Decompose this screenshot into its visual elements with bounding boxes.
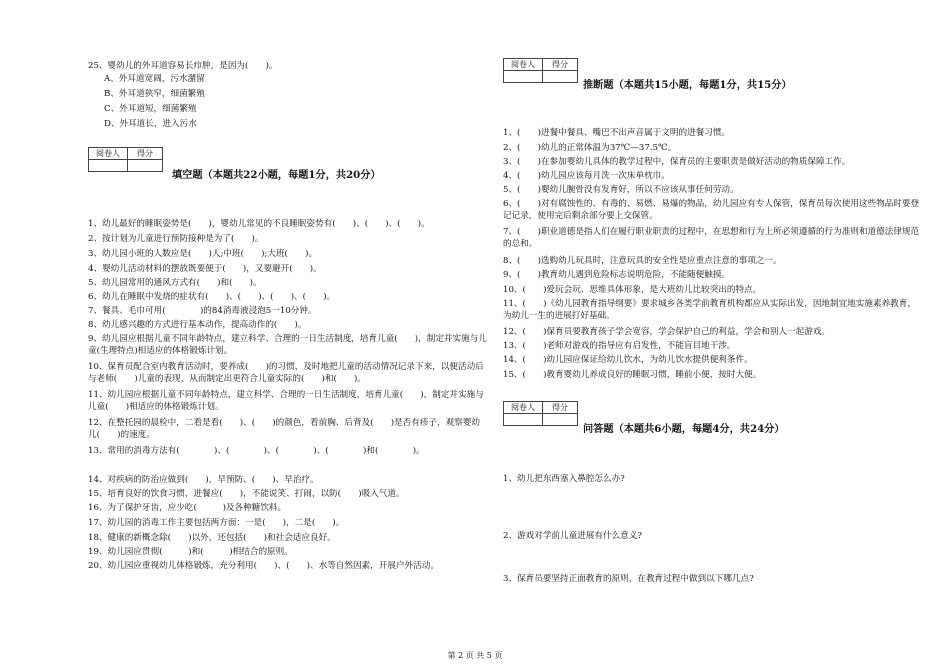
score-label: 得分	[128, 148, 163, 160]
grader-label: 阅卷人	[89, 148, 128, 160]
fill-section-title: 填空题（本题共22小题，每题1分，共20分）	[172, 169, 381, 181]
fill-item-17: 17、幼儿园的消毒工作主要包括两方面：一是( )，二是( )。	[88, 518, 345, 528]
judge-item-6: 6、( )对有腐蚀性的、有毒的、易燃、易爆的物品，幼儿园应有专人保管，保育员每次使用这些物品时要登记记录，使用完后剩余部分要上交保管。	[503, 199, 920, 221]
fill-item-7: 7、餐具、毛巾可用( )的84消毒液浸泡5一10分钟。	[88, 306, 317, 316]
fill-item-19: 19、幼儿园应贯彻( )和( )相结合的原则。	[88, 547, 293, 557]
fill-item-18: 18、健康的新概念除( )以外，还包括( )和社会适应良好。	[88, 533, 336, 543]
fill-item-16: 16、为了保护牙齿，应少吃( )及各种糖饮料。	[88, 503, 287, 513]
judge-item-1: 1、( )进餐中餐具、嘴巴不出声音属于文明的进餐习惯。	[503, 128, 731, 138]
qa-item-3: 3、保育员要坚持正面教育的原则，在教育过程中做到以下哪几点?	[503, 574, 754, 584]
judge-item-14: 14、( )幼儿园应保证给幼儿饮水，为幼儿饮水提供便利条件。	[503, 355, 753, 365]
fill-item-5: 5、幼儿园常用的通风方式有( )和( )。	[88, 278, 262, 288]
fill-item-9: 9、幼儿园应根据儿童不同年龄特点，建立科学、合理的一日生活制度，培育儿童( )，制定并实施与儿童(生理特点)相适应的体格锻炼计划。	[88, 334, 487, 356]
fill-item-2: 2、按计划为儿童进行预防接种是为了( )。	[88, 234, 264, 244]
fill-item-8: 8、幼儿感兴趣的方式进行基本动作，提高动作的( )。	[88, 320, 307, 330]
fill-item-12: 12、在整托园的晨检中，二看是看( )、( )的颜色，看前胸、后背及( )是否有疹子，观察婴幼儿( )的速度。	[88, 418, 480, 440]
score-cell[interactable]	[543, 414, 578, 426]
judge-item-7: 7、( )职业道德是指人们在履行职业职责的过程中，在思想和行为上所必须遵循的行为准则和道德法律规范的总和。	[503, 227, 920, 249]
question-25-option-b: B、外耳道狭窄，细菌繁殖	[104, 89, 205, 99]
page-footer: 第 2 页 共 5 页	[447, 651, 503, 660]
qa-section-title: 问答题（本题共6小题，每题4分，共24分）	[583, 423, 785, 435]
judge-item-9: 9、( )教育幼儿遇到危险标志说明危险，不能随便触摸。	[503, 270, 731, 280]
score-cell[interactable]	[128, 160, 163, 172]
fill-item-20: 20、幼儿园应重视幼儿体格锻炼，充分利用( )、( )、水等自然因素，开展户外活动。	[88, 561, 439, 571]
fill-item-11: 11、幼儿园应根据儿童不同年龄特点，建立科学、合理的一日生活制度，培育儿童( )，制定并实施与儿童( )相适应的体格锻炼计划。	[88, 390, 484, 412]
grader-label: 阅卷人	[504, 59, 543, 71]
fill-item-3: 3、幼儿园小班的人数应是( )人;中班( );大班( )。	[88, 249, 318, 259]
grader-cell[interactable]	[504, 71, 543, 83]
judge-item-5: 5、( )婴幼儿腕骨没有发育好，所以不应该从事任何劳动。	[503, 185, 739, 195]
question-25-option-d: D、外耳道长，进入污水	[104, 119, 197, 129]
score-cell[interactable]	[543, 71, 578, 83]
question-25-option-c: C、外耳道短，细菌繁殖	[104, 104, 197, 114]
judge-item-8: 8、( )选购幼儿玩具时，注意玩具的安全性是应重点注意的事项之一。	[503, 256, 782, 266]
grader-label: 阅卷人	[504, 402, 543, 414]
judge-item-4: 4、( )幼儿园应该每月洗一次床单枕巾。	[503, 171, 670, 181]
fill-item-13: 13、常用的消毒方法有( )、( )、( )、( )和( )。	[88, 446, 425, 456]
judge-item-10: 10、( )爱玩会玩、思维具体形象，是大班幼儿比较突出的特点。	[503, 285, 762, 295]
judge-item-12: 12、( )保育员要教育孩子学会宽容，学会保护自己的利益，学会和别人一起游戏。	[503, 327, 831, 337]
grader-cell[interactable]	[89, 160, 128, 172]
judge-score-box	[503, 58, 578, 83]
fill-item-6: 6、幼儿在睡眠中发烧的症状有( )、( )、( )、( )。	[88, 292, 336, 302]
question-25-stem: 25、婴幼儿的外耳道容易长疖肿，是因为( )。	[88, 61, 278, 71]
judge-item-11: 11、( )《幼儿园教育指导纲要》要求城乡各类学前教育机构都应从实际出发，因地制宜地实施素养教育，为幼儿一生的进展打好基础。	[503, 299, 916, 321]
qa-score-box	[503, 401, 578, 426]
qa-item-1: 1、幼儿把东西塞入鼻腔怎么办?	[503, 474, 625, 484]
fill-score-box	[88, 147, 163, 172]
grader-cell[interactable]	[504, 414, 543, 426]
fill-item-4: 4、婴幼儿活动材料的摆放既要便于( )，又要避开( )。	[88, 264, 322, 274]
judge-item-15: 15、( )教育婴幼儿养成良好的睡眠习惯，睡前小便，按时大便。	[503, 370, 762, 380]
judge-section-title: 推断题（本题共15小题，每题1分，共15分）	[583, 79, 792, 91]
judge-item-13: 13、( )老师对游戏的指导应有启发性，不能盲目地干涉。	[503, 341, 736, 351]
fill-item-1: 1、幼儿最好的睡眠姿势是( )，婴幼儿常见的不良睡眠姿势有( )、( )、( )。	[88, 219, 430, 229]
score-label: 得分	[543, 402, 578, 414]
fill-item-14: 14、对疾病的防治应做到( )，早预防、( )、早治疗。	[88, 475, 319, 485]
fill-item-10: 10、保育员配合室内教育活动时，要养成( )的习惯，及时地把儿童的活动情况记录下来，以便活动后与老师( )儿童的表现，从而制定出更符合儿童实际的( )和( )。	[88, 362, 484, 384]
qa-item-2: 2、游戏对学前儿童进展有什么意义?	[503, 531, 642, 541]
question-25-option-a: A、外耳道宽阔，污水潴留	[104, 74, 205, 84]
judge-item-3: 3、( )在参加婴幼儿具体的教学过程中，保育员的主要职责是做好活动的物质保障工作。	[503, 157, 851, 167]
score-label: 得分	[543, 59, 578, 71]
fill-item-15: 15、培育良好的饮食习惯，进餐应( )，不能说笑、打闹，以防( )吸入气道。	[88, 489, 405, 499]
judge-item-2: 2、( )幼儿的正常体温为37℃—37.5℃。	[503, 143, 677, 153]
